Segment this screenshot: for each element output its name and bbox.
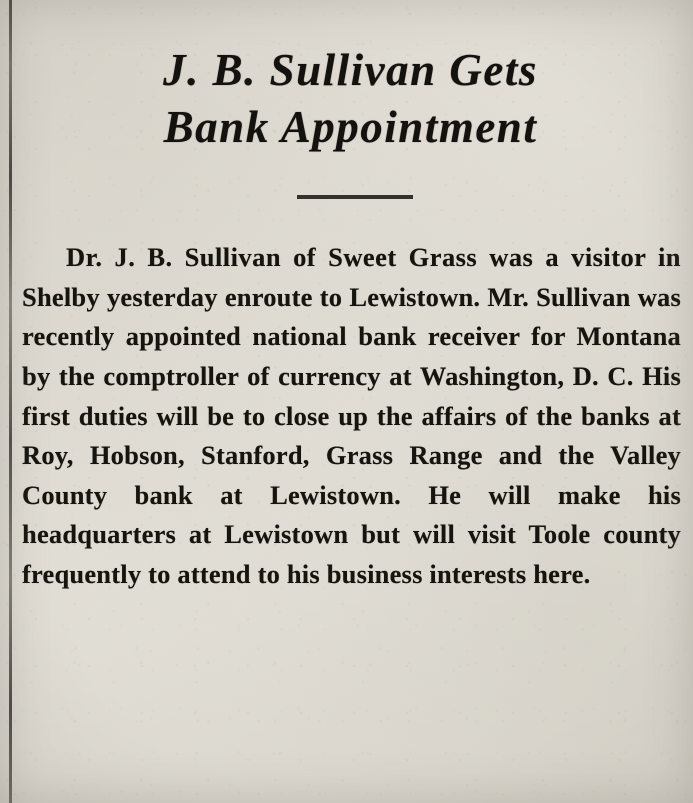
article-body-paragraph: Dr. J. B. Sullivan of Sweet Grass was a visitor in Shelby yesterday enroute to Lewistown. Mr. Sullivan was recently appointed national bank receiver for Montana by the comptroller of currency at Washington, D. C. His first duties will be to close up the affairs of the banks at Roy, Hobson, Stanford, Grass Range and the Valley County bank at Lewistown. He will make his headquarters at Lewistown but will visit Toole county frequently to attend to his business interests here.	[22, 242, 681, 590]
article-body	[22, 238, 687, 594]
article-content	[22, 0, 687, 803]
column-rule-divider	[9, 0, 12, 803]
article-headline	[22, 30, 687, 156]
horizontal-rule-icon	[297, 195, 413, 199]
headline-line-2: Bank Appointment	[163, 102, 538, 153]
headline-divider-container	[22, 186, 687, 204]
headline-line-1: J. B. Sullivan Gets	[163, 45, 538, 96]
